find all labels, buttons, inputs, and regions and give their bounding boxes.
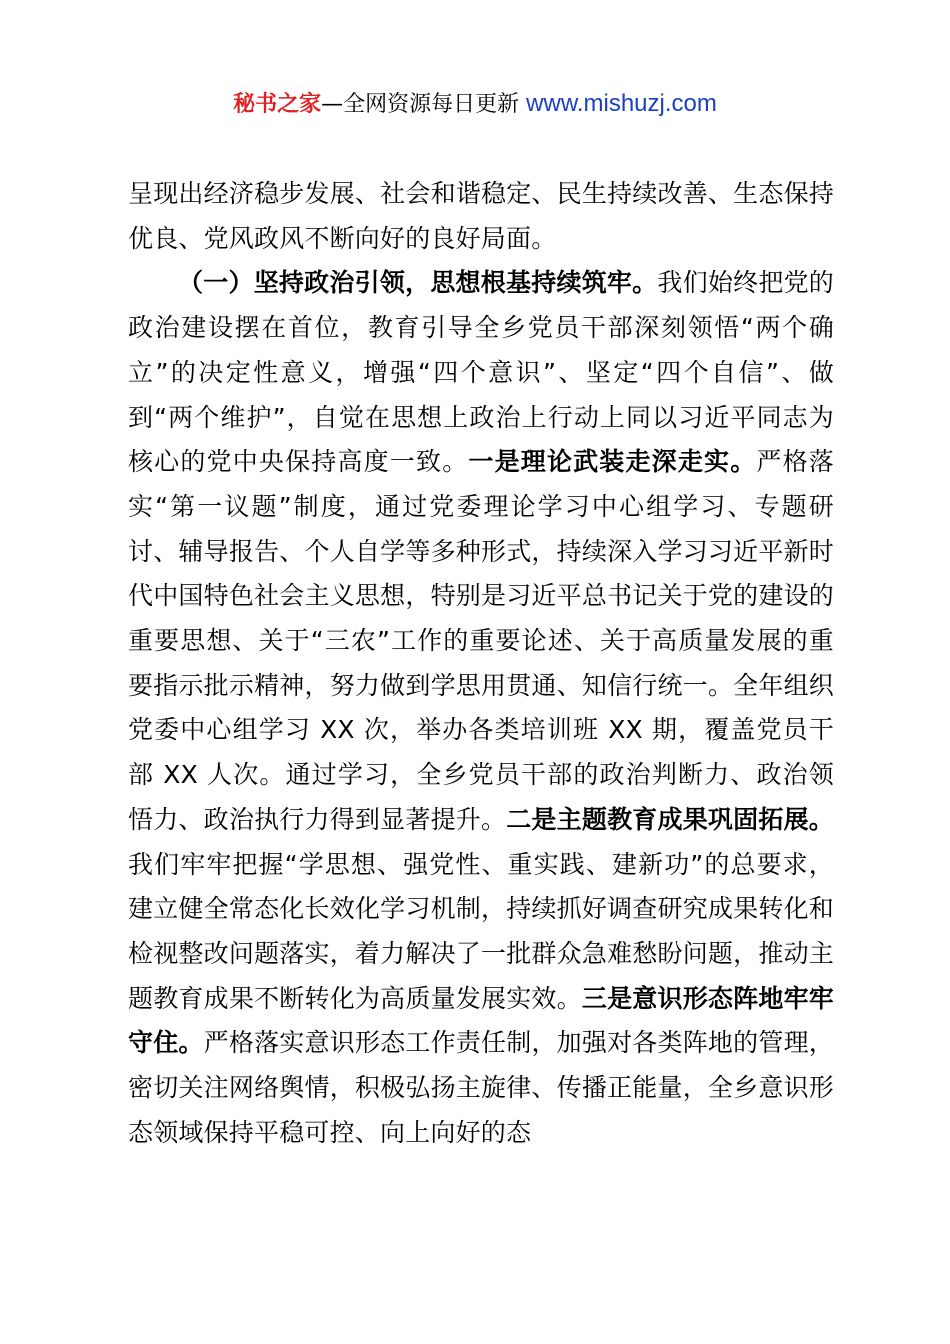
section-heading: （一）坚持政治引领，思想根基持续筑牢。 bbox=[178, 268, 658, 298]
paragraph-text: 我们始终把党的政治建设摆在首位，教育引导全乡党员干部深刻领悟“两个确立”的决定性意义，增强“四个意识”、坚定“四个自信”、做到“两个维护”，自觉在思想上政治上行动上同以习近平同志为核心的党中央保持高度一致。 bbox=[128, 268, 834, 477]
paragraph-text: 严格落实“第一议题”制度，通过党委理论学习中心组学习、专题研讨、辅导报告、个人自学等多种形式，持续深入学习习近平新时代中国特色社会主义思想，特别是习近平总书记关于党的建设的重要思想、关于“三农”工作的重要论述、关于高质量发展的重要指示批示精神，努力做到学思用贯通、知信行统一。全年组织党委中心组学习 XX 次，举办各类培训班 XX 期，覆盖党员干部 XX 人次。通过学习，全乡党员干部的政治判断力、政治领悟力、政治执行力得到显著提升。 bbox=[128, 447, 834, 834]
document-body bbox=[128, 172, 834, 1155]
paragraph-text: 我们牢牢把握“学思想、强党性、重实践、建新功”的总要求，建立健全常态化长效化学习机制，持续抓好调查研究成果转化和检视整改问题落实，着力解决了一批群众急难愁盼问题，推动主题教育成果不断转化为高质量发展实效。 bbox=[128, 849, 834, 1013]
site-url-link[interactable]: www.mishuzj.com bbox=[526, 90, 717, 117]
brand-name: 秘书之家 bbox=[233, 92, 322, 117]
paragraph-political-leadership bbox=[128, 261, 834, 1155]
header-tagline: —全网资源每日更新 bbox=[321, 92, 527, 117]
page-header bbox=[0, 86, 950, 123]
paragraph-text: 严格落实意识形态工作责任制，加强对各类阵地的管理，密切关注网络舆情，积极弘扬主旋律、传播正能量，全乡意识形态领域保持平稳可控、向上向好的态 bbox=[128, 1028, 834, 1147]
paragraph-intro-continuation: 呈现出经济稳步发展、社会和谐稳定、民生持续改善、生态保持优良、党风政风不断向好的良好局面。 bbox=[128, 179, 834, 253]
point-heading-ideology: 三是意识形态阵地牢牢守住。 bbox=[128, 983, 834, 1058]
point-heading-theory: 一是理论武装走深走实。 bbox=[468, 447, 757, 477]
point-heading-education: 二是主题教育成果巩固拓展。 bbox=[506, 804, 834, 834]
